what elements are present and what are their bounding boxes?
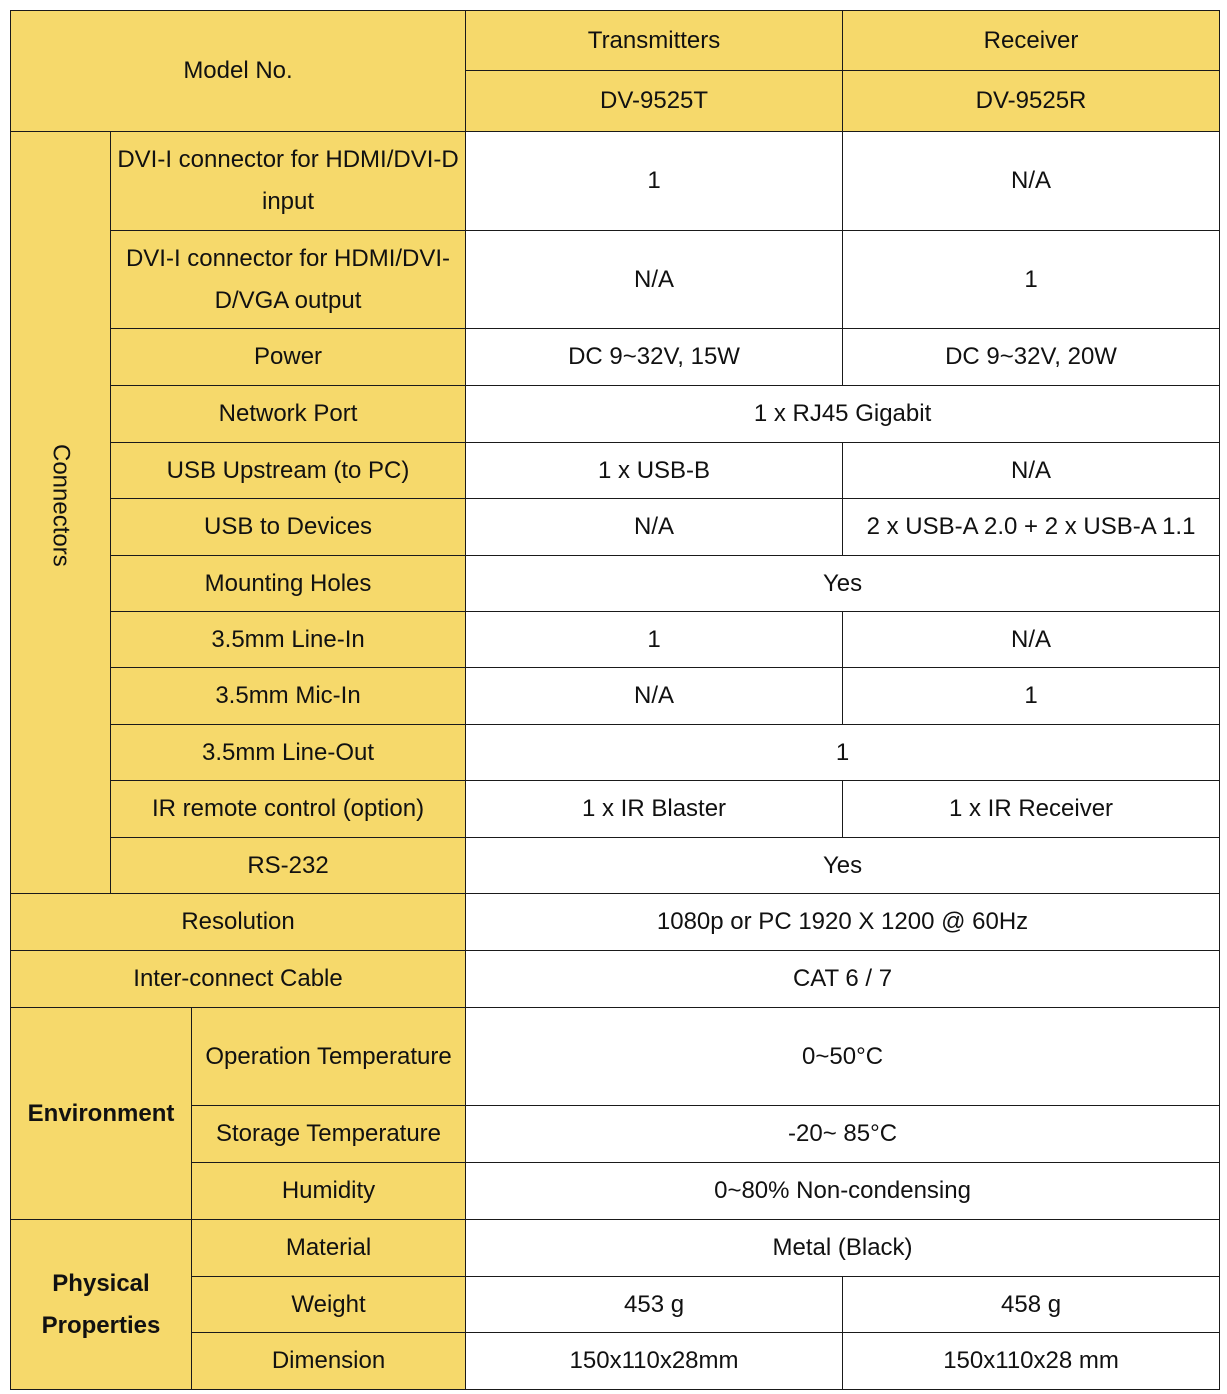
network-port-value: 1 x RJ45 Gigabit	[466, 386, 1220, 443]
usb-devices-rx: 2 x USB-A 2.0 + 2 x USB-A 1.1	[843, 499, 1220, 556]
spec-table	[10, 10, 1220, 1390]
mounting-holes-value: Yes	[466, 556, 1220, 612]
power-rx: DC 9~32V, 20W	[843, 329, 1220, 386]
weight-tx: 453 g	[466, 1277, 843, 1333]
mic-in-label: 3.5mm Mic-In	[111, 668, 466, 725]
usb-upstream-tx: 1 x USB-B	[466, 443, 843, 499]
transmitters-header: Transmitters	[466, 11, 843, 71]
power-label: Power	[111, 329, 466, 386]
usb-upstream-rx: N/A	[843, 443, 1220, 499]
storage-temp-label: Storage Temperature	[192, 1106, 466, 1163]
transmitter-model: DV-9525T	[466, 71, 843, 132]
line-in-tx: 1	[466, 612, 843, 668]
receiver-model: DV-9525R	[843, 71, 1220, 132]
line-in-rx: N/A	[843, 612, 1220, 668]
rs232-value: Yes	[466, 838, 1220, 894]
dvi-output-label: DVI-I connector for HDMI/DVI-D/VGA output	[111, 231, 466, 329]
dimension-label: Dimension	[192, 1333, 466, 1390]
environment-group-label: Environment	[11, 1008, 192, 1220]
dvi-input-tx: 1	[466, 132, 843, 231]
line-out-value: 1	[466, 725, 1220, 781]
network-port-label: Network Port	[111, 386, 466, 443]
usb-devices-label: USB to Devices	[111, 499, 466, 556]
material-label: Material	[192, 1220, 466, 1277]
mic-in-tx: N/A	[466, 668, 843, 725]
resolution-label: Resolution	[11, 894, 466, 951]
dvi-input-label: DVI-I connector for HDMI/DVI-D input	[111, 132, 466, 231]
operation-temp-value: 0~50°C	[466, 1008, 1220, 1106]
cable-label: Inter-connect Cable	[11, 951, 466, 1008]
storage-temp-value: -20~ 85°C	[466, 1106, 1220, 1163]
line-in-label: 3.5mm Line-In	[111, 612, 466, 668]
resolution-value: 1080p or PC 1920 X 1200 @ 60Hz	[466, 894, 1220, 951]
weight-label: Weight	[192, 1277, 466, 1333]
dvi-output-tx: N/A	[466, 231, 843, 329]
material-value: Metal (Black)	[466, 1220, 1220, 1277]
receiver-header: Receiver	[843, 11, 1220, 71]
usb-devices-tx: N/A	[466, 499, 843, 556]
humidity-value: 0~80% Non-condensing	[466, 1163, 1220, 1220]
line-out-label: 3.5mm Line-Out	[111, 725, 466, 781]
ir-remote-tx: 1 x IR Blaster	[466, 781, 843, 838]
mic-in-rx: 1	[843, 668, 1220, 725]
usb-upstream-label: USB Upstream (to PC)	[111, 443, 466, 499]
power-tx: DC 9~32V, 15W	[466, 329, 843, 386]
rs232-label: RS-232	[111, 838, 466, 894]
ir-remote-rx: 1 x IR Receiver	[843, 781, 1220, 838]
connectors-group-label: Connectors	[11, 132, 111, 894]
mounting-holes-label: Mounting Holes	[111, 556, 466, 612]
cable-value: CAT 6 / 7	[466, 951, 1220, 1008]
model-no-label: Model No.	[11, 11, 466, 132]
dvi-output-rx: 1	[843, 231, 1220, 329]
humidity-label: Humidity	[192, 1163, 466, 1220]
dimension-rx: 150x110x28 mm	[843, 1333, 1220, 1390]
weight-rx: 458 g	[843, 1277, 1220, 1333]
operation-temp-label: Operation Temperature	[192, 1008, 466, 1106]
ir-remote-label: IR remote control (option)	[111, 781, 466, 838]
dimension-tx: 150x110x28mm	[466, 1333, 843, 1390]
dvi-input-rx: N/A	[843, 132, 1220, 231]
physical-group-label: Physical Properties	[11, 1220, 192, 1390]
